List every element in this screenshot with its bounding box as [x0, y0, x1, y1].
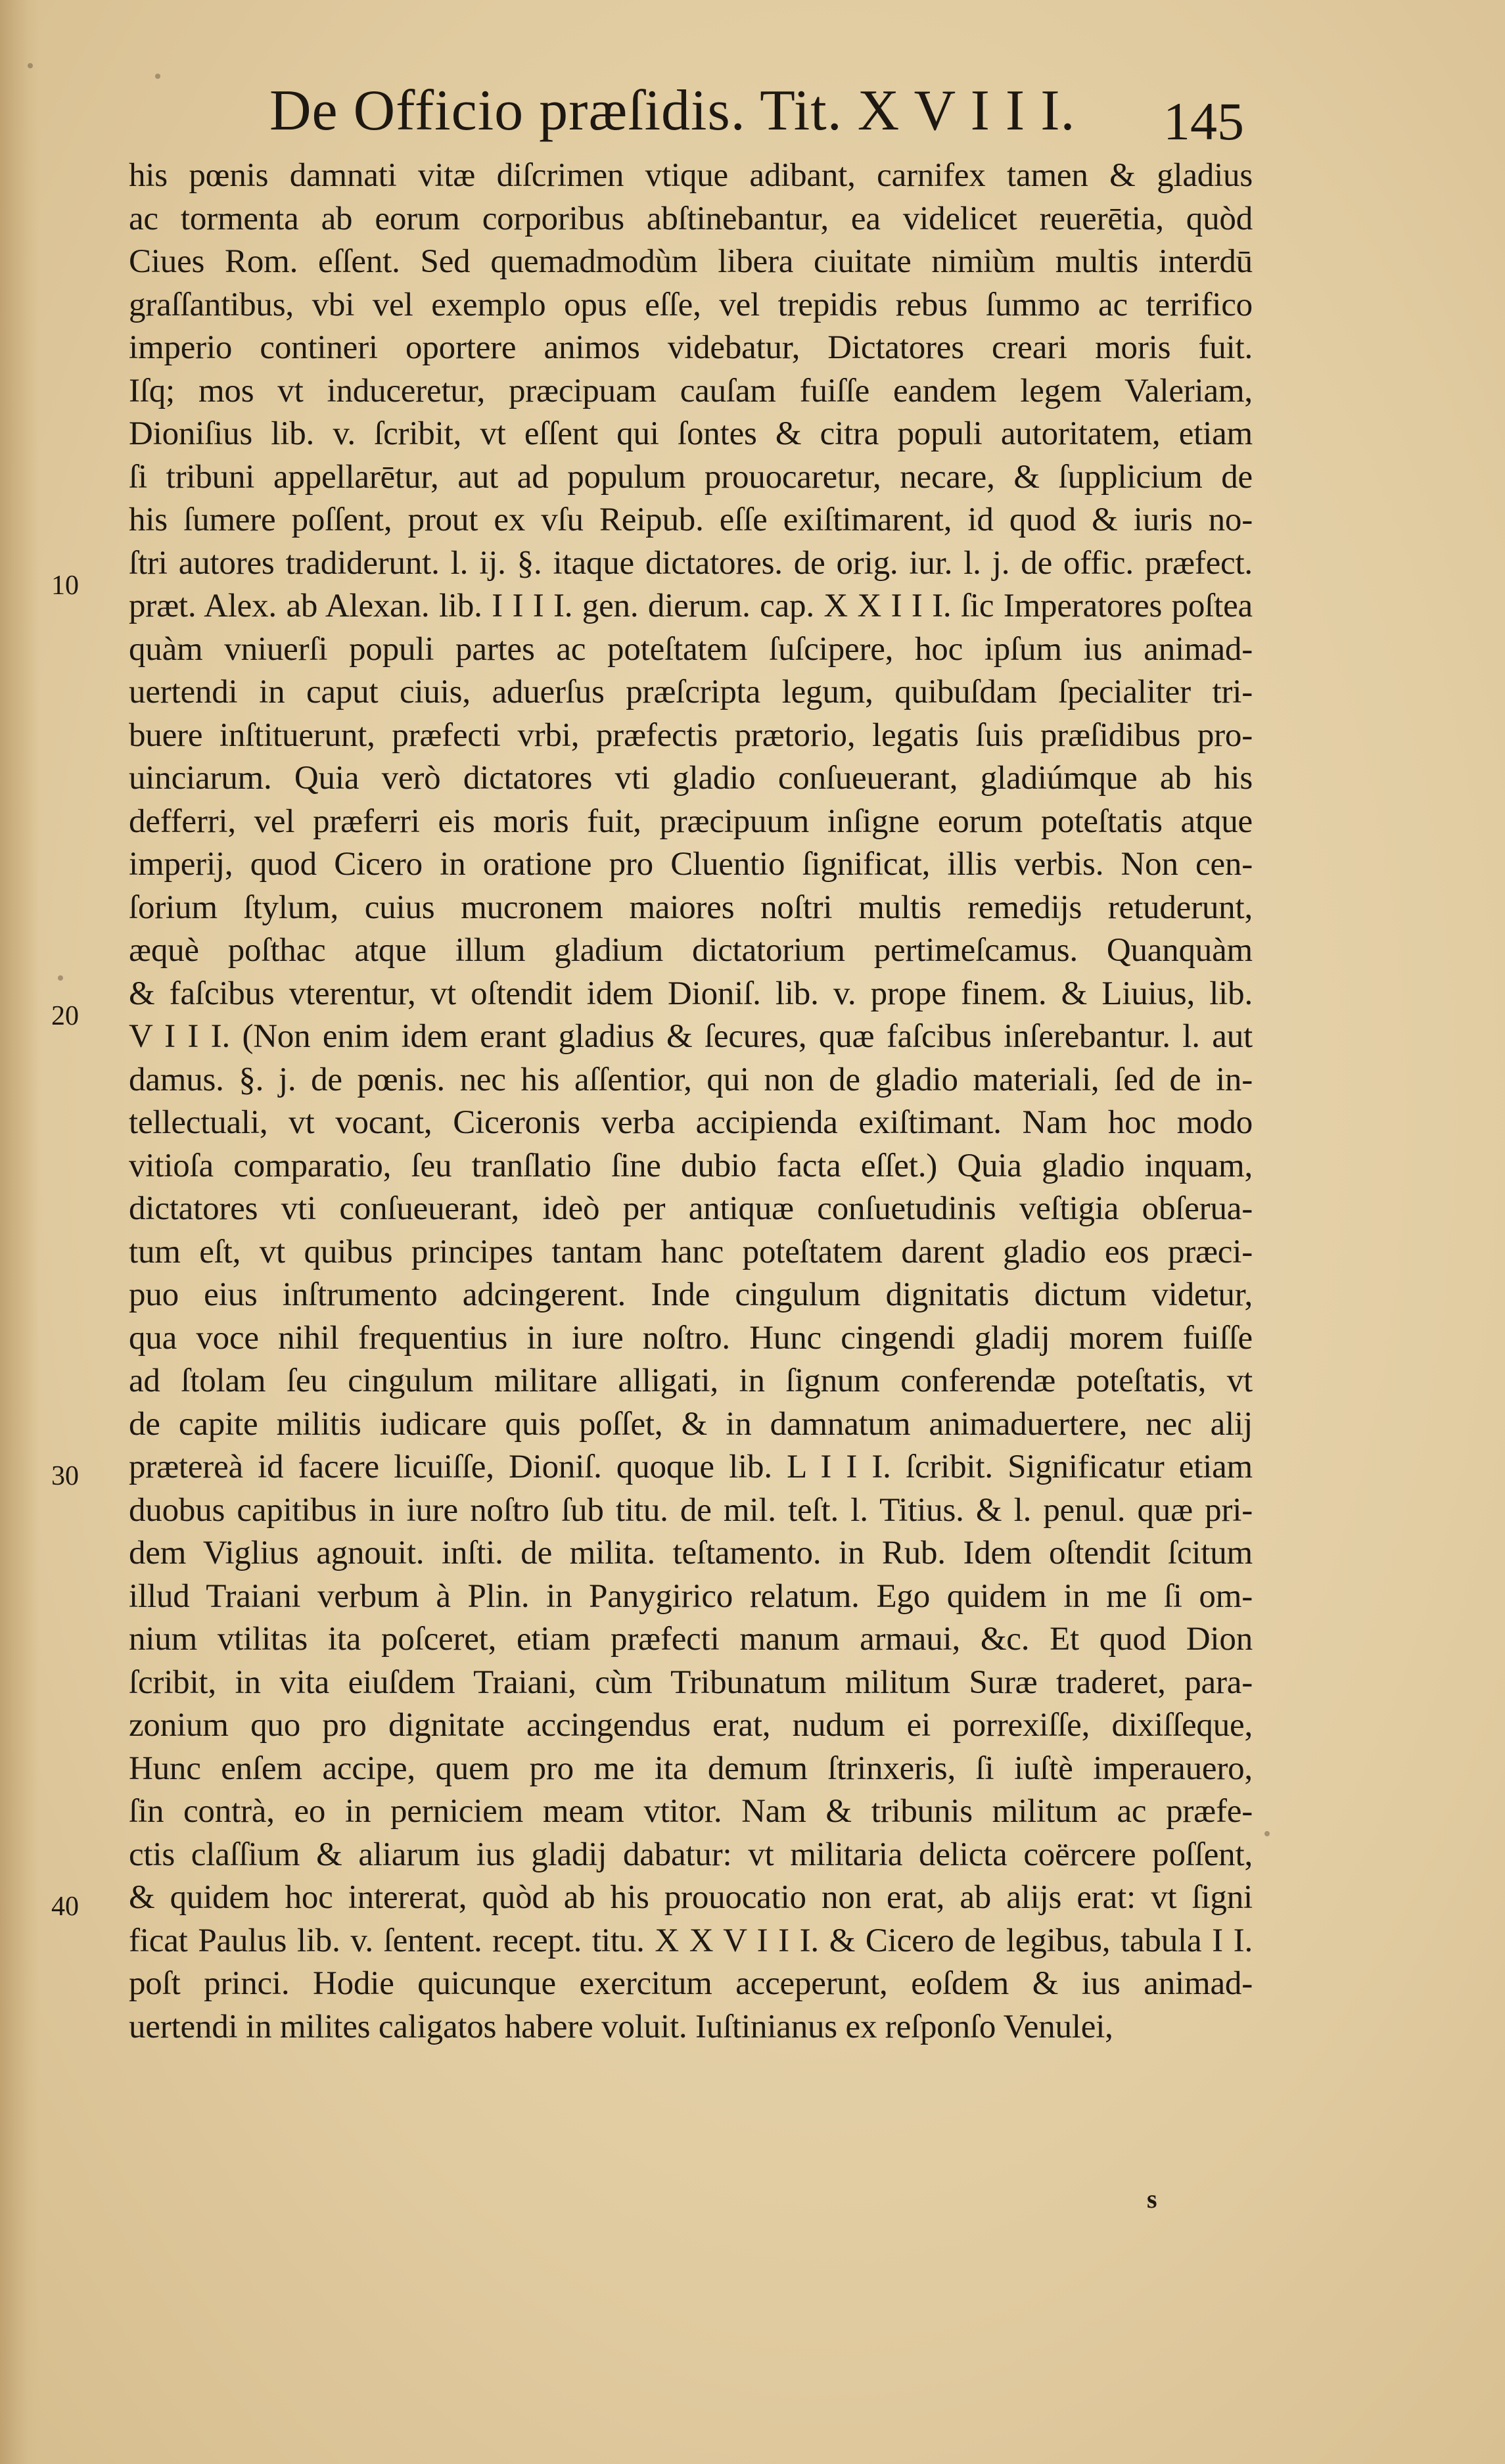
- text-line: Iſq; mos vt induceretur, præcipuam cauſam fuiſſe eandem legem Valeriam,: [129, 372, 1253, 409]
- text-line: quàm vniuerſi populi partes ac poteſtatem ſuſcipere, hoc ipſum ius animad-: [129, 630, 1253, 668]
- text-line: vitioſa comparatio, ſeu tranſlatio ſine dubio facta eſſet.) Quia gladio inquam,: [129, 1147, 1253, 1184]
- text-line: ſi tribuni appellarētur, aut ad populum prouocaretur, necare, & ſupplicium de: [129, 458, 1253, 496]
- text-line: graſſantibus, vbi vel exemplo opus eſſe, vel trepidis rebus ſummo ac terrifico: [129, 286, 1253, 323]
- text-line: ac tormenta ab eorum corporibus abſtinebantur, ea videlicet reuerētia, quòd: [129, 200, 1253, 237]
- margin-line-number: 40: [51, 1892, 79, 1922]
- foxing-spot: [28, 63, 33, 68]
- text-line: & faſcibus vterentur, vt oſtendit idem Dioniſ. lib. v. prope finem. & Liuius, lib.: [129, 975, 1253, 1012]
- margin-line-number: 10: [51, 570, 79, 601]
- text-line: V I I I. (Non enim idem erant gladius & ſecures, quæ faſcibus inſerebantur. l. aut: [129, 1018, 1253, 1055]
- text-line: ctis claſſium & aliarum ius gladij dabatur: vt militaria delicta coërcere poſſent,: [129, 1836, 1253, 1873]
- text-line: puo eius inſtrumento adcingerent. Inde cingulum dignitatis dictum videtur,: [129, 1276, 1253, 1313]
- text-line: his pœnis damnati vitæ diſcrimen vtique adibant, carnifex tamen & gladius: [129, 157, 1253, 194]
- text-line: de capite militis iudicare quis poſſet, & in damnatum animaduertere, nec alij: [129, 1405, 1253, 1443]
- text-line: & quidem hoc intererat, quòd ab his prouocatio non erat, ab alijs erat: vt ſigni: [129, 1879, 1253, 1916]
- text-line: his ſumere poſſent, prout ex vſu Reipub. eſſe exiſtimarent, id quod & iuris no-: [129, 501, 1253, 538]
- page-header: [269, 78, 1255, 150]
- text-line: prætereà id facere licuiſſe, Dioniſ. quoque lib. L I I I. ſcribit. Significatur etiam: [129, 1449, 1253, 1485]
- text-line: imperio contineri oportere animos videbatur, Dictatores creari moris fuit.: [129, 329, 1253, 366]
- margin-line-number: 30: [51, 1461, 79, 1491]
- text-line: damus. §. j. de pœnis. nec his aſſentior, qui non de gladio materiali, ſed de in-: [129, 1061, 1253, 1098]
- text-line: imperij, quod Cicero in oratione pro Cluentio ſignificat, illis verbis. Non cen-: [129, 846, 1253, 883]
- text-line: zonium quo pro dignitate accingendus erat, nudum ei porrexiſſe, dixiſſeque,: [129, 1707, 1253, 1744]
- foxing-spot: [58, 975, 63, 981]
- text-line: ad ſtolam ſeu cingulum militare alligati, in ſignum conferendæ poteſtatis, vt: [129, 1362, 1253, 1399]
- text-line: dem Viglius agnouit. inſti. de milita. teſtamento. in Rub. Idem oſtendit ſcitum: [129, 1535, 1253, 1571]
- text-line: tum eſt, vt quibus principes tantam hanc poteſtatem darent gladio eos præci-: [129, 1233, 1253, 1270]
- text-line: tellectuali, vt vocant, Ciceronis verba accipienda exiſtimant. Nam hoc modo: [129, 1104, 1253, 1141]
- text-line: ſin contrà, eo in perniciem meam vtitor. Nam & tribunis militum ac præfe-: [129, 1793, 1253, 1830]
- margin-line-number: 20: [51, 1001, 79, 1031]
- text-line: præt. Alex. ab Alexan. lib. I I I I. gen. dierum. cap. X X I I I. ſic Imperatores poſtea: [129, 588, 1253, 624]
- text-line: æquè poſthac atque illum gladium dictatorium pertimeſcamus. Quanquàm: [129, 932, 1253, 969]
- foxing-spot: [155, 74, 160, 79]
- text-line: poſt princi. Hodie quicunque exercitum acceperunt, eoſdem & ius animad-: [129, 1965, 1253, 2002]
- running-title: De Officio præſidis. Tit. X V I I I.: [269, 79, 1076, 143]
- text-line: nium vtilitas ita poſceret, etiam præfecti manum armaui, &c. Et quod Dion: [129, 1621, 1253, 1658]
- catchword: s: [1147, 2184, 1157, 2214]
- page-number: 145: [1163, 91, 1244, 151]
- text-line: uertendi in caput ciuis, aduerſus præſcripta legum, quibuſdam ſpecialiter tri-: [129, 674, 1253, 710]
- text-line: qua voce nihil frequentius in iure noſtro. Hunc cingendi gladij morem fuiſſe: [129, 1319, 1253, 1357]
- text-line: ficat Paulus lib. v. ſentent. recept. titu. X X V I I I. & Cicero de legibus, tabula I I.: [129, 1922, 1253, 1959]
- text-line: uinciarum. Quia verò dictatores vti gladio conſueuerant, gladiúmque ab his: [129, 760, 1253, 797]
- text-line: uertendi in milites caligatos habere voluit. Iuſtinianus ex reſponſo Venulei,: [129, 2008, 1113, 2045]
- text-line: ſorium ſtylum, cuius mucronem maiores noſtri multis remedijs retuderunt,: [129, 889, 1253, 926]
- binding-gutter: [0, 0, 39, 2464]
- text-line: defferri, vel præferri eis moris fuit, præcipuum inſigne eorum poteſtatis atque: [129, 802, 1253, 840]
- text-line: buere inſtituerunt, præfecti vrbi, præfectis prætorio, legatis ſuis præſidibus pro-: [129, 716, 1253, 754]
- text-line: duobus capitibus in iure noſtro ſub titu. de mil. teſt. l. Titius. & l. penul. quæ pri-: [129, 1491, 1253, 1529]
- foxing-spot: [1264, 1831, 1270, 1836]
- text-line: illud Traiani verbum à Plin. in Panygirico relatum. Ego quidem in me ſi om-: [129, 1577, 1253, 1615]
- text-line: Ciues Rom. eſſent. Sed quemadmodùm libera ciuitate nimiùm multis interdū: [129, 243, 1253, 280]
- text-line: Dioniſius lib. v. ſcribit, vt eſſent qui ſontes & citra populi autoritatem, etiam: [129, 415, 1253, 452]
- main-text-block: [129, 154, 1253, 2049]
- text-line: Hunc enſem accipe, quem pro me ita demum ſtrinxeris, ſi iuſtè imperauero,: [129, 1750, 1253, 1787]
- text-line: ſcribit, in vita eiuſdem Traiani, cùm Tribunatum militum Suræ traderet, para-: [129, 1663, 1253, 1701]
- text-line: dictatores vti conſueuerant, ideò per antiquæ conſuetudinis veſtigia obſerua-: [129, 1190, 1253, 1227]
- text-line: ſtri autores tradiderunt. l. ij. §. itaque dictatores. de orig. iur. l. j. de offic. præfect.: [129, 544, 1253, 582]
